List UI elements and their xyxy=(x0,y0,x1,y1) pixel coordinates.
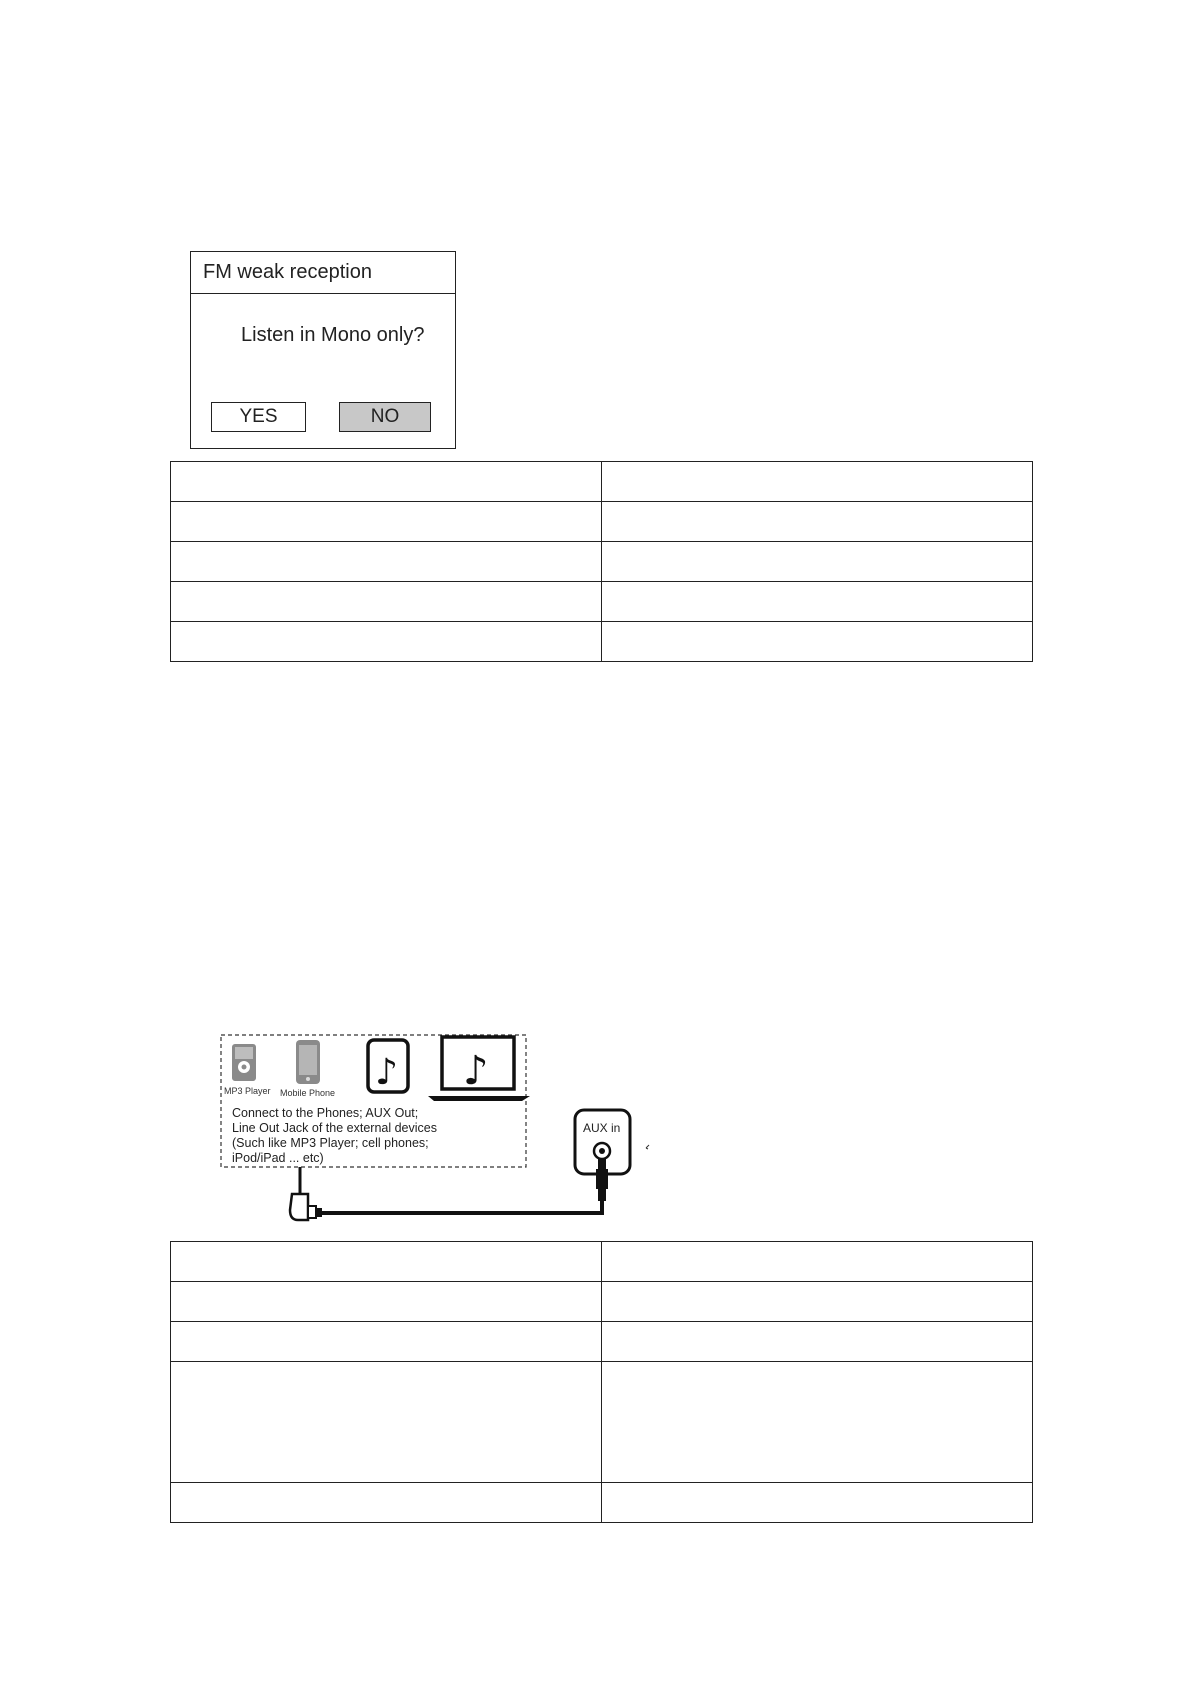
table-cell xyxy=(171,502,602,542)
table-cell xyxy=(171,542,602,582)
table-cell xyxy=(171,582,602,622)
aux-jack-left xyxy=(290,1167,322,1220)
aux-connection-diagram xyxy=(220,1034,660,1229)
table-cell xyxy=(602,1483,1033,1523)
table-cell xyxy=(171,1242,602,1282)
table-row xyxy=(171,502,1033,542)
tablet-icon xyxy=(368,1040,408,1093)
table-cell xyxy=(602,622,1033,662)
instruction-line: Connect to the Phones; AUX Out; xyxy=(232,1106,419,1120)
fm-weak-reception-dialog xyxy=(190,251,456,449)
table-row xyxy=(171,462,1033,502)
table-cell xyxy=(602,1282,1033,1322)
aux-instructions xyxy=(232,1106,437,1166)
instruction-line: Line Out Jack of the external devices xyxy=(232,1121,437,1135)
aux-in-port-icon xyxy=(575,1110,649,1174)
table-cell xyxy=(602,1362,1033,1483)
table-cell xyxy=(602,582,1033,622)
table-2 xyxy=(170,1241,1033,1523)
aux-in-label: AUX in xyxy=(583,1121,621,1135)
table-row xyxy=(171,542,1033,582)
table-cell xyxy=(171,462,602,502)
table-cell xyxy=(171,622,602,662)
mobile-phone-label: Mobile Phone xyxy=(280,1088,336,1098)
table-row xyxy=(171,1322,1033,1362)
mobile-phone-icon xyxy=(296,1040,320,1084)
instruction-line: iPod/iPad ... etc) xyxy=(232,1151,324,1165)
instruction-line: (Such like MP3 Player; cell phones; xyxy=(232,1136,429,1150)
mp3-player-icon xyxy=(232,1044,256,1081)
table-row xyxy=(171,622,1033,662)
yes-button[interactable]: YES xyxy=(211,402,306,432)
table-cell xyxy=(171,1362,602,1483)
table-row xyxy=(171,582,1033,622)
music-note-icon: ♪ xyxy=(375,1052,398,1093)
dialog-title: FM weak reception xyxy=(191,252,455,294)
no-button[interactable]: NO xyxy=(339,402,431,432)
dialog-question: Listen in Mono only? xyxy=(241,324,425,346)
mp3-player-label: MP3 Player xyxy=(224,1086,271,1096)
table-cell xyxy=(602,542,1033,582)
table-1 xyxy=(170,461,1033,662)
laptop-icon xyxy=(428,1037,530,1101)
table-row xyxy=(171,1362,1033,1483)
table-cell xyxy=(171,1322,602,1362)
table-row xyxy=(171,1483,1033,1523)
table-cell xyxy=(602,502,1033,542)
table-row xyxy=(171,1282,1033,1322)
table-cell xyxy=(602,462,1033,502)
aux-cable xyxy=(304,1210,602,1213)
table-cell xyxy=(171,1282,602,1322)
table-row xyxy=(171,1242,1033,1282)
table-cell xyxy=(602,1322,1033,1362)
music-note-icon: ♪ xyxy=(463,1048,489,1094)
table-cell xyxy=(602,1242,1033,1282)
table-cell xyxy=(171,1483,602,1523)
